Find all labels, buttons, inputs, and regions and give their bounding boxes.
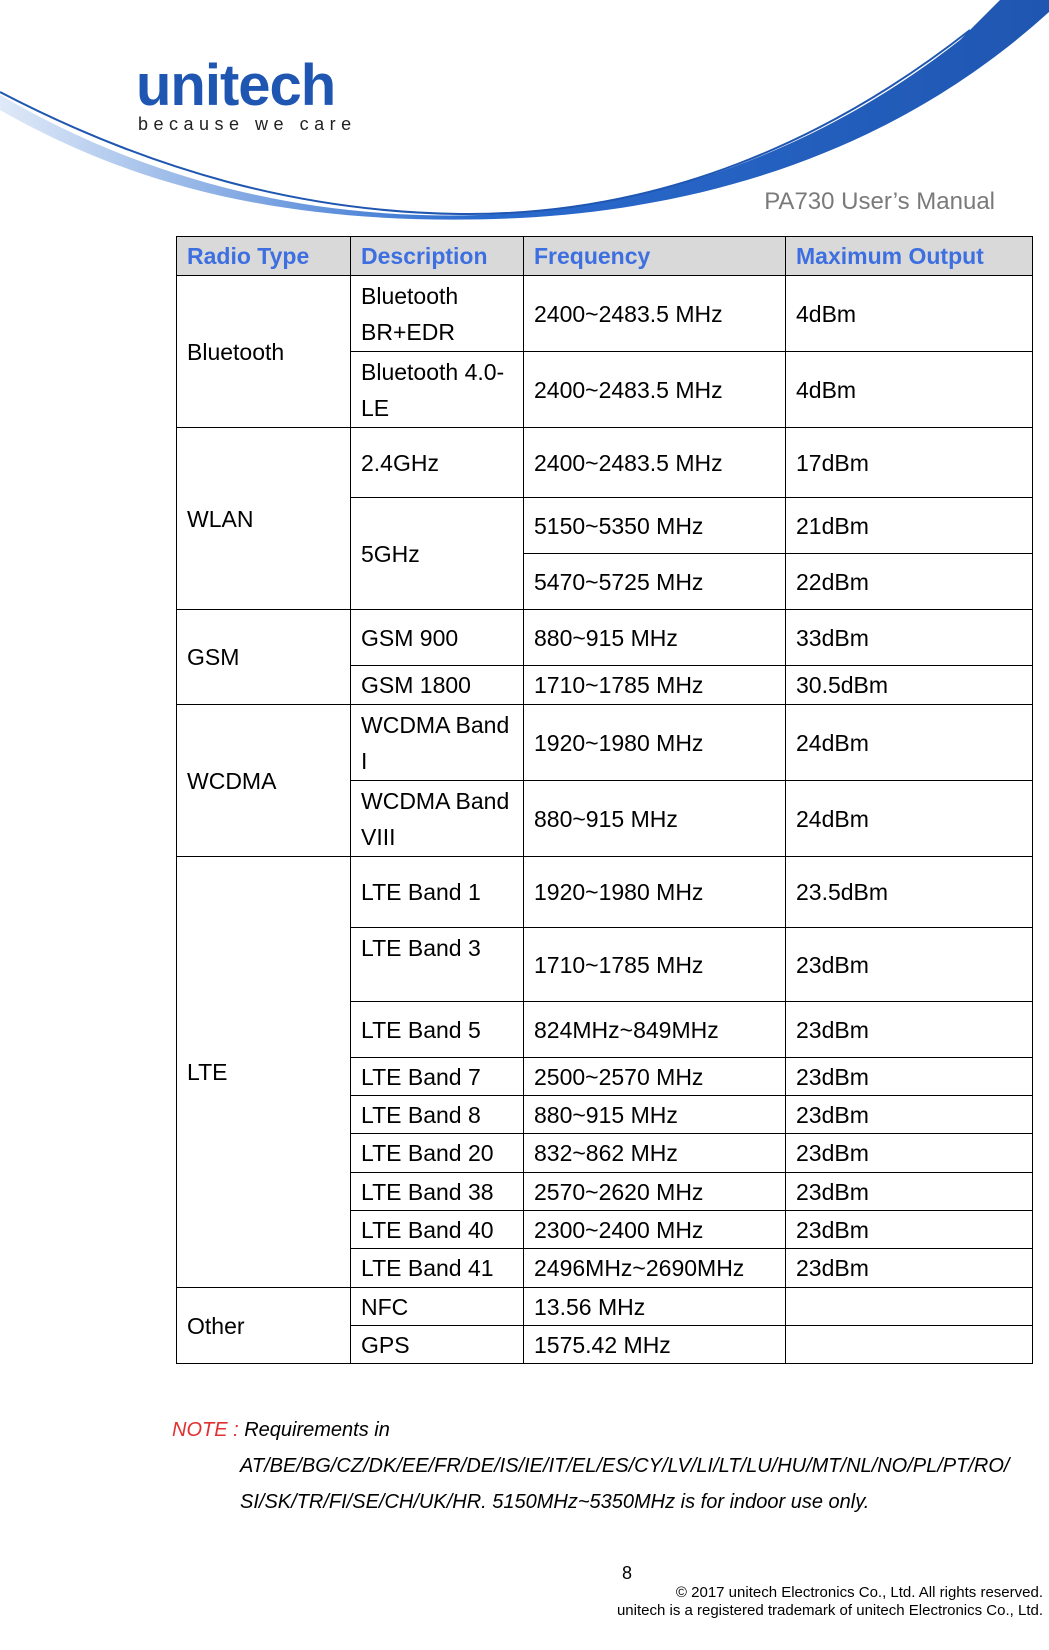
frequency-cell: 13.56 MHz: [524, 1288, 786, 1326]
output-cell: 23dBm: [786, 1249, 1033, 1288]
note-text-line-1: Requirements in: [244, 1419, 390, 1441]
output-cell: 23dBm: [786, 1134, 1033, 1173]
note-label: NOTE :: [172, 1419, 239, 1441]
description-cell: LTE Band 3: [351, 928, 524, 1002]
table-row: [177, 276, 1033, 352]
output-cell: 22dBm: [786, 554, 1033, 610]
header-description: Description: [351, 237, 524, 276]
manual-title: PA730 User’s Manual: [764, 188, 995, 215]
table-row: [177, 610, 1033, 666]
description-cell: LTE Band 7: [351, 1058, 524, 1096]
description-cell: WCDMA Band I: [351, 705, 524, 781]
description-cell: LTE Band 38: [351, 1173, 524, 1211]
description-cell: LTE Band 5: [351, 1002, 524, 1058]
output-cell: 21dBm: [786, 498, 1033, 554]
description-cell: GSM 1800: [351, 666, 524, 705]
description-cell: Bluetooth 4.0-LE: [351, 352, 524, 428]
header-frequency: Frequency: [524, 237, 786, 276]
radio-type-cell: Bluetooth: [177, 276, 351, 428]
copyright-text: © 2017 unitech Electronics Co., Ltd. All rights reserved.: [675, 1584, 1043, 1601]
frequency-cell: 1710~1785 MHz: [524, 666, 786, 705]
output-cell: 17dBm: [786, 428, 1033, 498]
table-row: [177, 1288, 1033, 1326]
table-header-row: [177, 237, 1033, 276]
description-cell: LTE Band 1: [351, 857, 524, 928]
frequency-cell: 2400~2483.5 MHz: [524, 276, 786, 352]
output-cell: 24dBm: [786, 781, 1033, 857]
description-cell: 5GHz: [351, 498, 524, 610]
frequency-cell: 5470~5725 MHz: [524, 554, 786, 610]
radio-type-cell: GSM: [177, 610, 351, 705]
output-cell: 23dBm: [786, 1173, 1033, 1211]
description-cell: NFC: [351, 1288, 524, 1326]
output-cell: [786, 1288, 1033, 1326]
output-cell: 23dBm: [786, 1058, 1033, 1096]
output-cell: 4dBm: [786, 352, 1033, 428]
description-cell: 2.4GHz: [351, 428, 524, 498]
description-cell: LTE Band 40: [351, 1211, 524, 1249]
page-number: 8: [622, 1563, 633, 1583]
output-cell: 4dBm: [786, 276, 1033, 352]
description-cell: LTE Band 8: [351, 1096, 524, 1134]
output-cell: [786, 1326, 1033, 1364]
description-cell: WCDMA Band VIII: [351, 781, 524, 857]
description-cell: GPS: [351, 1326, 524, 1364]
output-cell: 24dBm: [786, 705, 1033, 781]
frequency-cell: 1710~1785 MHz: [524, 928, 786, 1002]
regulatory-note: [172, 1412, 1049, 1520]
frequency-cell: 2400~2483.5 MHz: [524, 428, 786, 498]
header-max-output: Maximum Output: [786, 237, 1033, 276]
frequency-cell: 832~862 MHz: [524, 1134, 786, 1173]
radio-type-cell: WCDMA: [177, 705, 351, 857]
table-row: [177, 428, 1033, 498]
description-cell: LTE Band 41: [351, 1249, 524, 1288]
logo-wordmark: unitech: [136, 53, 336, 118]
header-radio-type: Radio Type: [177, 237, 351, 276]
radio-type-cell: LTE: [177, 857, 351, 1288]
footer: [617, 1584, 1043, 1620]
trademark-text: unitech is a registered trademark of unitech Electronics Co., Ltd.: [616, 1602, 1043, 1619]
output-cell: 23dBm: [786, 928, 1033, 1002]
note-text-line-3: SI/SK/TR/FI/SE/CH/UK/HR. 5150MHz~5350MHz is for indoor use only.: [240, 1491, 870, 1513]
output-cell: 23dBm: [786, 1211, 1033, 1249]
frequency-cell: 824MHz~849MHz: [524, 1002, 786, 1058]
radio-type-cell: WLAN: [177, 428, 351, 610]
frequency-cell: 1920~1980 MHz: [524, 705, 786, 781]
description-cell: Bluetooth BR+EDR: [351, 276, 524, 352]
frequency-cell: 2496MHz~2690MHz: [524, 1249, 786, 1288]
frequency-cell: 1920~1980 MHz: [524, 857, 786, 928]
output-cell: 23dBm: [786, 1096, 1033, 1134]
frequency-cell: 5150~5350 MHz: [524, 498, 786, 554]
frequency-cell: 2400~2483.5 MHz: [524, 352, 786, 428]
description-cell: GSM 900: [351, 610, 524, 666]
radio-spec-table: [176, 236, 1033, 1364]
unitech-logo: [136, 53, 357, 135]
note-text-line-2: AT/BE/BG/CZ/DK/EE/FR/DE/IS/IE/IT/EL/ES/CY/LV/LI/LT/LU/HU/MT/NL/NO/PL/PT/RO/: [240, 1455, 1010, 1477]
frequency-cell: 880~915 MHz: [524, 1096, 786, 1134]
frequency-cell: 2570~2620 MHz: [524, 1173, 786, 1211]
frequency-cell: 880~915 MHz: [524, 610, 786, 666]
frequency-cell: 880~915 MHz: [524, 781, 786, 857]
radio-type-cell: Other: [177, 1288, 351, 1364]
frequency-cell: 1575.42 MHz: [524, 1326, 786, 1364]
output-cell: 30.5dBm: [786, 666, 1033, 705]
logo-tagline: because we care: [138, 114, 357, 134]
output-cell: 33dBm: [786, 610, 1033, 666]
output-cell: 23.5dBm: [786, 857, 1033, 928]
output-cell: 23dBm: [786, 1002, 1033, 1058]
table-row: [177, 857, 1033, 928]
frequency-cell: 2500~2570 MHz: [524, 1058, 786, 1096]
table-row: [177, 705, 1033, 781]
description-cell: LTE Band 20: [351, 1134, 524, 1173]
frequency-cell: 2300~2400 MHz: [524, 1211, 786, 1249]
